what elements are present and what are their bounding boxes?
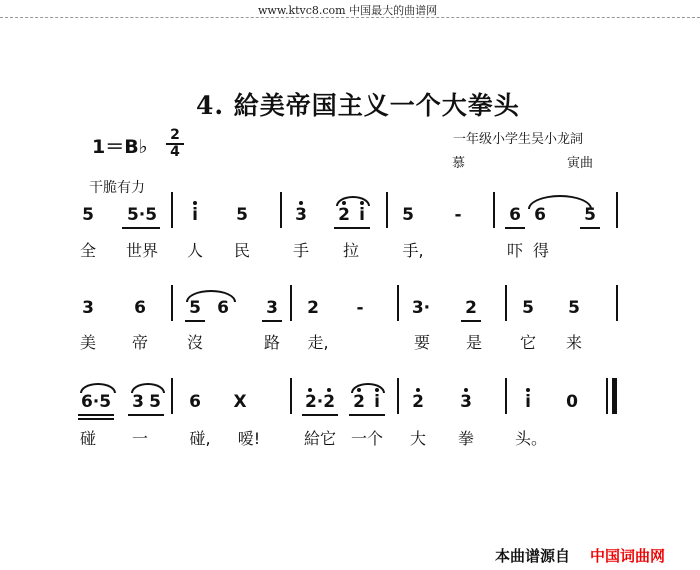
note: i [185,205,205,225]
note: 3· [411,298,431,318]
lyricist-credit: 一年级小学生吴小龙詞 [453,132,584,147]
note: 5 [82,205,94,225]
lyric: 沒 [186,333,203,352]
lyric: 来 [565,333,582,352]
lyric: 要 [413,333,430,352]
note: 2·2 [304,392,336,412]
underline [505,227,525,229]
lyric: 得 [532,241,549,260]
octave-dot [357,388,361,392]
underline [349,414,385,416]
octave-dot [299,201,303,205]
lyric: 手, [402,241,424,260]
footer-source [495,545,665,566]
lyric: 路 [263,333,280,352]
tempo-marking: 干脆有力 [89,180,145,196]
note: 6 [189,392,201,412]
underline [122,227,160,229]
lyric: 走, [307,333,329,352]
bar-line [290,378,292,414]
composer-name-part2: 寅曲 [567,156,594,171]
lyric: 給它 [303,429,336,448]
note: i [367,392,387,412]
octave-dot [342,201,346,205]
lyric: 拳 [457,429,474,448]
time-bottom: 4 [166,143,184,160]
lyric: 一 [131,429,148,448]
note: 6 [134,298,146,318]
composer-name-part1: 慕 [452,156,466,171]
note: 5·5 [126,205,158,225]
composer-credit [452,152,612,170]
bar-line [397,378,399,414]
note: 2 [408,392,428,412]
note: 5 [522,298,534,318]
note: 6 [534,205,546,225]
note: 3 [456,392,476,412]
octave-dot [360,201,364,205]
note: 2 [334,205,354,225]
octave-dot [526,388,530,392]
octave-dot [416,388,420,392]
note: 5 [189,298,201,318]
underline [461,320,481,322]
note: 5 [584,205,596,225]
note: 0 [566,392,578,412]
note: 6 [217,298,229,318]
lyric: 碰, [189,429,211,448]
bar-line [493,192,495,228]
underline [78,418,114,420]
lyric: 是 [465,333,482,352]
note: 3 [132,392,144,412]
lyric: 头。 [514,429,547,448]
final-bar-line [612,378,617,414]
bar-line [397,285,399,321]
note: 5 [236,205,248,225]
time-signature [166,128,184,160]
note: i [352,205,372,225]
bar-line [606,378,608,414]
site-link[interactable]: www.ktvc8.com 中国最大的曲谱网 [258,4,438,17]
song-title: 4. 給美帝国主义一个大拳头 [196,91,520,120]
lyric: 民 [233,241,250,260]
note: 6·5 [80,392,112,412]
lyric: 帝 [131,333,148,352]
octave-dot [464,388,468,392]
note: 2 [307,298,319,318]
octave-dot [308,388,312,392]
bar-line [280,192,282,228]
lyric: 碰 [79,429,96,448]
note-dash: - [454,205,462,225]
bar-line [505,285,507,321]
underline [580,227,600,229]
lyric: 美 [79,333,96,352]
octave-dot [193,201,197,205]
bar-line [290,285,292,321]
note: 3 [266,298,278,318]
lyric: 世界 [125,241,158,260]
bar-line [386,192,388,228]
note: 2 [465,298,477,318]
underline [334,227,370,229]
note: i [518,392,538,412]
octave-dot [375,388,379,392]
octave-dot [327,388,331,392]
underline [78,414,114,416]
bar-line [171,378,173,414]
underline [128,414,164,416]
time-top: 2 [170,127,180,143]
note: 5 [149,392,161,412]
lyric: 拉 [342,241,359,260]
lyric: 手 [292,241,309,260]
note: 5 [568,298,580,318]
lyric: 一个 [350,429,383,448]
note: X [233,392,247,412]
underline [262,320,282,322]
footer-text: 本曲谱源自 [495,547,571,565]
bar-line [171,192,173,228]
bar-line [616,285,618,321]
bar-line [616,192,618,228]
underline [302,414,338,416]
note: 2 [349,392,369,412]
bar-line [505,378,507,414]
footer-brand-link[interactable]: 中国词曲网 [590,547,666,565]
bar-line [171,285,173,321]
lyric: 大 [409,429,426,448]
lyric: 它 [519,333,536,352]
lyric: 人 [186,241,203,260]
note: 3 [291,205,311,225]
lyric: 嗳! [237,429,261,448]
note: 3 [82,298,94,318]
top-divider [0,17,700,18]
underline [185,320,205,322]
note-dash: - [356,298,364,318]
note: 6 [509,205,521,225]
key-signature: 1＝B♭ [92,136,148,158]
note: 5 [402,205,414,225]
lyric: 吓 [506,241,523,260]
lyric: 全 [79,241,96,260]
